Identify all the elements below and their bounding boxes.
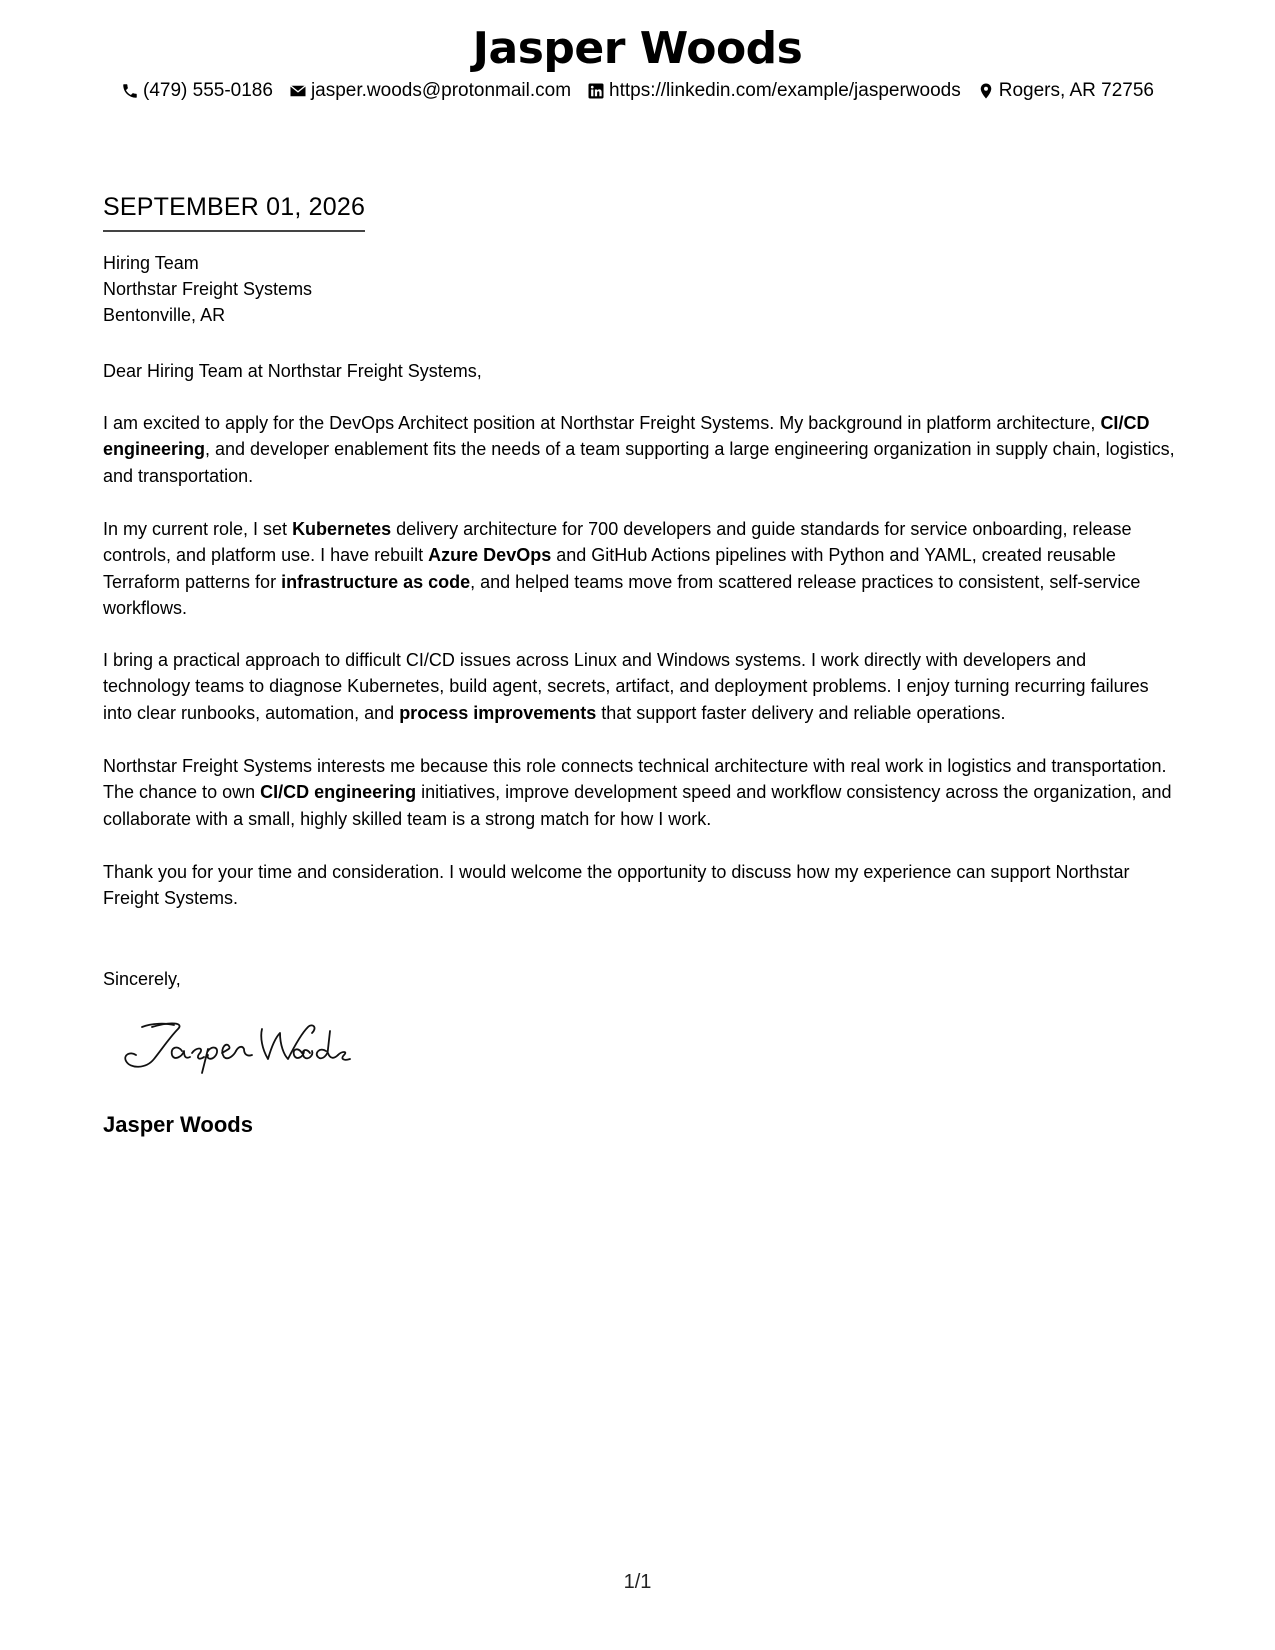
highlight-text: infrastructure as code (281, 571, 471, 592)
highlight-text: Kubernetes (292, 519, 392, 539)
page-number: 1/1 (623, 1571, 652, 1593)
highlight-text: Azure DevOps (428, 545, 552, 566)
body-paragraph-5 (103, 859, 1178, 912)
email-link[interactable]: jasper.woods@protonmail.com (310, 80, 572, 101)
location-text: Rogers, AR 72756 (998, 80, 1154, 101)
paragraph-text: , and helped teams move from scattered release practices to consistent, self-service workflows. (103, 571, 1141, 618)
highlight-text: CI/CD engineering (260, 782, 417, 803)
paragraph-text: , and developer enablement fits the needs of a team supporting a large engineering organization in supply chain, logistics, and transportation. (103, 439, 1175, 486)
closing-line: Sincerely, (103, 969, 181, 989)
paragraph-text: delivery architecture for 700 developers and guide standards for service onboarding, release controls, and platform use. I have rebuilt (103, 519, 1132, 566)
paragraph-text: I bring a practical approach to difficult CI/CD issues across Linux and Windows systems. I work directly with developers and technology teams to diagnose Kubernetes, build agent, secrets, artifact, and deployment problems. I enjoy turning recurring failures into clear runbooks, automation, and (103, 650, 1149, 723)
recipient-company: Northstar Freight Systems (103, 279, 313, 299)
recipient-line: Hiring Team (103, 253, 199, 273)
body-paragraph-4 (103, 753, 1178, 832)
contact-linkedin[interactable] (587, 78, 961, 104)
recipient-location: Bentonville, AR (103, 305, 226, 325)
phone-text: (479) 555-0186 (143, 80, 273, 101)
paragraph-text: Thank you for your time and consideration. I would welcome the opportunity to discuss how my experience can support Northstar Freight Systems. (103, 862, 1130, 909)
map-pin-icon (977, 82, 995, 100)
highlight-text: process improvements (399, 702, 597, 723)
linkedin-link[interactable]: https://linkedin.com/example/jasperwoods (609, 80, 961, 101)
body-paragraph-3 (103, 647, 1178, 726)
body-paragraph-2 (103, 516, 1178, 621)
phone-icon (121, 82, 139, 100)
linkedin-icon (587, 82, 605, 100)
contact-email[interactable] (289, 78, 571, 104)
salutation: Dear Hiring Team at Northstar Freight Systems, (103, 361, 482, 381)
contact-location (977, 78, 1154, 104)
letter-date: SEPTEMBER 01, 2026 (103, 190, 365, 232)
paragraph-text: Northstar Freight Systems interests me because this role connects technical architecture with real work in logistics and transportation. The chance to own (103, 756, 1167, 803)
handwritten-signature (112, 1015, 352, 1075)
highlight-text: CI/CD engineering (103, 413, 1150, 460)
paragraph-text: that support faster delivery and reliable operations. (596, 702, 1006, 723)
contact-phone (121, 78, 273, 104)
paragraph-text: initiatives, improve development speed and workflow consistency across the organization, and collaborate with a small, highly skilled team is a strong match for how I work. (103, 782, 1172, 829)
signer-name: Jasper Woods (103, 1112, 253, 1137)
paragraph-text: In my current role, I set (103, 519, 293, 539)
body-paragraph-1 (103, 410, 1178, 489)
paragraph-text: I am excited to apply for the DevOps Architect position at Northstar Freight Systems. My background in platform architecture, (103, 413, 1101, 433)
paragraph-text: and GitHub Actions pipelines with Python and YAML, created reusable Terraform patterns for (103, 545, 1116, 592)
envelope-icon (289, 82, 307, 100)
recipient-address (103, 250, 312, 328)
contact-info-row (0, 78, 1275, 104)
applicant-name-heading: Jasper Woods (472, 23, 803, 74)
